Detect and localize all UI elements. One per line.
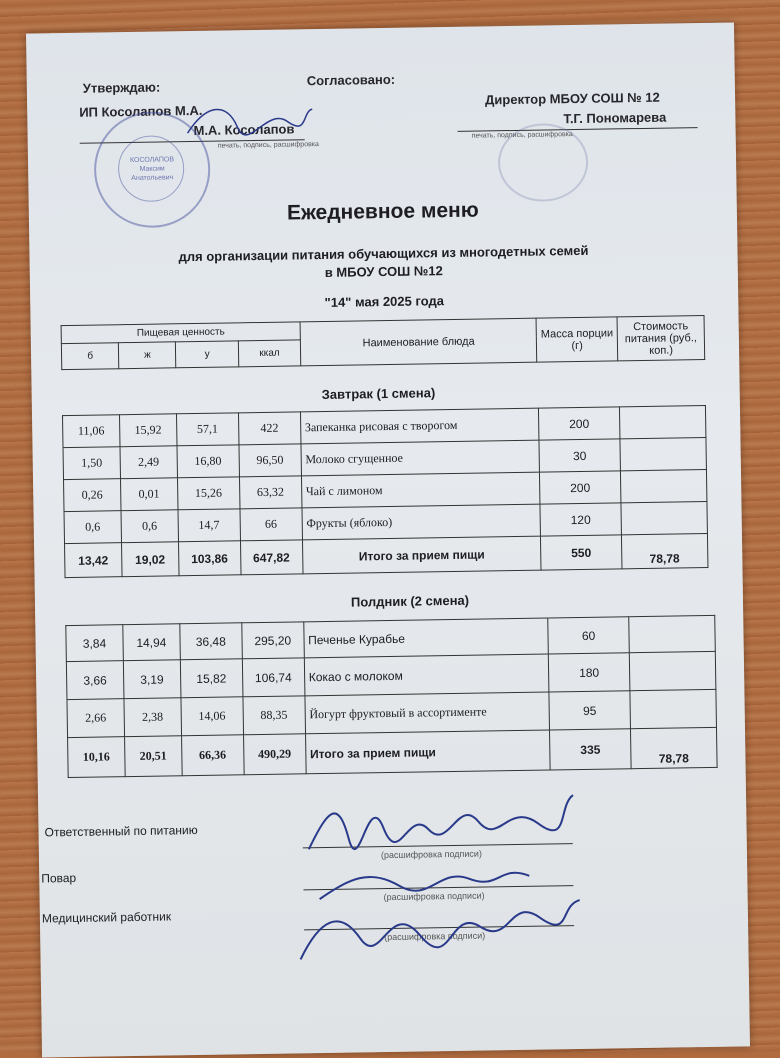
cell-dish: Фрукты (яблоко): [302, 504, 541, 540]
menu-document: [26, 23, 750, 1058]
total-kcal: 490,29: [243, 734, 306, 775]
total-protein: 13,42: [65, 543, 122, 578]
stamp-name: КОСОЛАПОВ Максим Анатольевич: [129, 156, 175, 182]
cell-dish: Печенье Курабье: [303, 618, 548, 658]
approve-signature: [177, 91, 318, 153]
cell-carbs: 57,1: [176, 413, 238, 446]
approve-label: Утверждаю:: [82, 79, 161, 96]
protein-header: б: [61, 343, 119, 370]
total-fat: 20,51: [124, 736, 181, 777]
cell-fat: 15,92: [119, 414, 176, 447]
cell-cost: [620, 437, 707, 470]
cell-carbs: 15,26: [177, 477, 239, 510]
cell-fat: 0,01: [120, 478, 177, 511]
total-carbs: 66,36: [181, 735, 244, 776]
agree-caption: печать, подпись, расшифровка: [471, 131, 573, 140]
signature-medic: [300, 900, 581, 959]
header-table: [61, 315, 706, 370]
cell-fat: 3,19: [123, 660, 180, 699]
total-cost: 78,78: [630, 727, 717, 768]
cell-cost: [629, 651, 716, 690]
cell-carbs: 36,48: [180, 623, 243, 660]
cook-caption: (расшифровка подписи): [383, 890, 485, 903]
responsible-label: Ответственный по питанию: [44, 823, 198, 840]
cell-dish: Кокао с молоком: [304, 654, 549, 696]
cell-dish: Йогурт фруктовый в ассортименте: [305, 692, 550, 734]
breakfast-title: Завтрак (1 смена): [321, 385, 436, 403]
cell-mass: 180: [549, 653, 630, 692]
subtitle-line2: в МБОУ СОШ №12: [324, 263, 443, 280]
cell-kcal: 295,20: [241, 622, 304, 659]
cell-dish: Чай с лимоном: [301, 472, 540, 508]
total-cost: 78,78: [621, 533, 708, 568]
kcal-header: ккал: [238, 340, 301, 367]
cost-header: Стоимость питания (руб., коп.): [617, 316, 705, 361]
subtitle-line1: для организации питания обучающихся из многодетных семей: [178, 242, 589, 265]
cell-kcal: 422: [238, 412, 300, 445]
breakfast-table: [62, 405, 708, 578]
menu-date: "14" мая 2025 года: [324, 293, 445, 310]
nutrition-header: Пищевая ценность: [61, 322, 300, 344]
cell-mass: 120: [540, 503, 621, 536]
total-label: Итого за прием пищи: [305, 730, 550, 774]
total-label: Итого за прием пищи: [302, 536, 541, 574]
cell-carbs: 16,80: [177, 445, 239, 478]
faded-stamp: [497, 123, 588, 202]
cell-kcal: 96,50: [239, 444, 301, 477]
cell-protein: 1,50: [63, 447, 120, 480]
total-protein: 10,16: [68, 737, 125, 778]
cell-dish: Молоко сгущенное: [301, 440, 540, 476]
total-carbs: 103,86: [178, 541, 240, 576]
cell-fat: 2,38: [124, 698, 181, 737]
cell-mass: 60: [548, 617, 629, 654]
cell-fat: 14,94: [123, 624, 180, 661]
carbs-header: у: [176, 341, 239, 368]
cell-kcal: 106,74: [242, 658, 305, 697]
cell-dish: Запеканка рисовая с творогом: [300, 408, 539, 444]
medic-label: Медицинский работник: [41, 909, 172, 926]
cell-carbs: 15,82: [180, 659, 243, 698]
cell-fat: 0,6: [121, 510, 178, 543]
medic-caption: (расшифровка подписи): [384, 930, 486, 943]
cell-mass: 200: [540, 471, 621, 504]
signature-cook: [319, 873, 529, 900]
cell-mass: 30: [539, 439, 620, 472]
fat-header: ж: [119, 342, 177, 369]
cell-kcal: 63,32: [239, 476, 301, 509]
cell-protein: 0,26: [64, 479, 121, 512]
cell-carbs: 14,06: [181, 697, 244, 736]
approve-caption: печать, подпись, расшифровка: [217, 141, 319, 150]
cell-kcal: 88,35: [243, 696, 306, 735]
cell-mass: 95: [549, 691, 630, 730]
cell-protein: 2,66: [67, 699, 124, 738]
cell-cost: [621, 501, 708, 534]
dish-name-header: Наименование блюда: [300, 318, 537, 366]
cell-protein: 11,06: [63, 415, 120, 448]
mass-header: Масса порции (г): [536, 317, 617, 362]
cell-protein: 3,84: [66, 625, 123, 662]
cell-cost: [619, 405, 706, 438]
agree-org: Директор МБОУ СОШ № 12: [484, 89, 660, 108]
total-kcal: 647,82: [240, 540, 302, 575]
cell-protein: 0,6: [64, 511, 121, 544]
cell-kcal: 66: [240, 508, 302, 541]
total-fat: 19,02: [121, 542, 178, 577]
snack-table: [65, 615, 717, 778]
cell-cost: [628, 615, 715, 652]
approve-signer: М.А. Косолапов: [193, 121, 295, 139]
approve-org: ИП Косолапов М.А.: [79, 102, 203, 120]
cell-fat: 2,49: [120, 446, 177, 479]
handwritten-signatures: [288, 765, 591, 970]
signature-responsible: [308, 795, 574, 850]
agree-signer: Т.Г. Пономарева: [563, 109, 667, 127]
page-title: Ежедневное меню: [286, 198, 479, 225]
cell-mass: 200: [539, 407, 620, 440]
cook-label: Повар: [41, 870, 77, 886]
total-mass: 335: [550, 729, 631, 770]
agree-sign-line: [458, 127, 698, 132]
cell-cost: [620, 469, 707, 502]
total-mass: 550: [541, 535, 622, 570]
agree-label: Согласовано:: [306, 71, 396, 89]
cell-cost: [630, 689, 717, 728]
cell-protein: 3,66: [66, 661, 123, 700]
cell-carbs: 14,7: [178, 509, 240, 542]
snack-title: Полдник (2 смена): [350, 592, 470, 610]
responsible-caption: (расшифровка подписи): [380, 848, 482, 861]
